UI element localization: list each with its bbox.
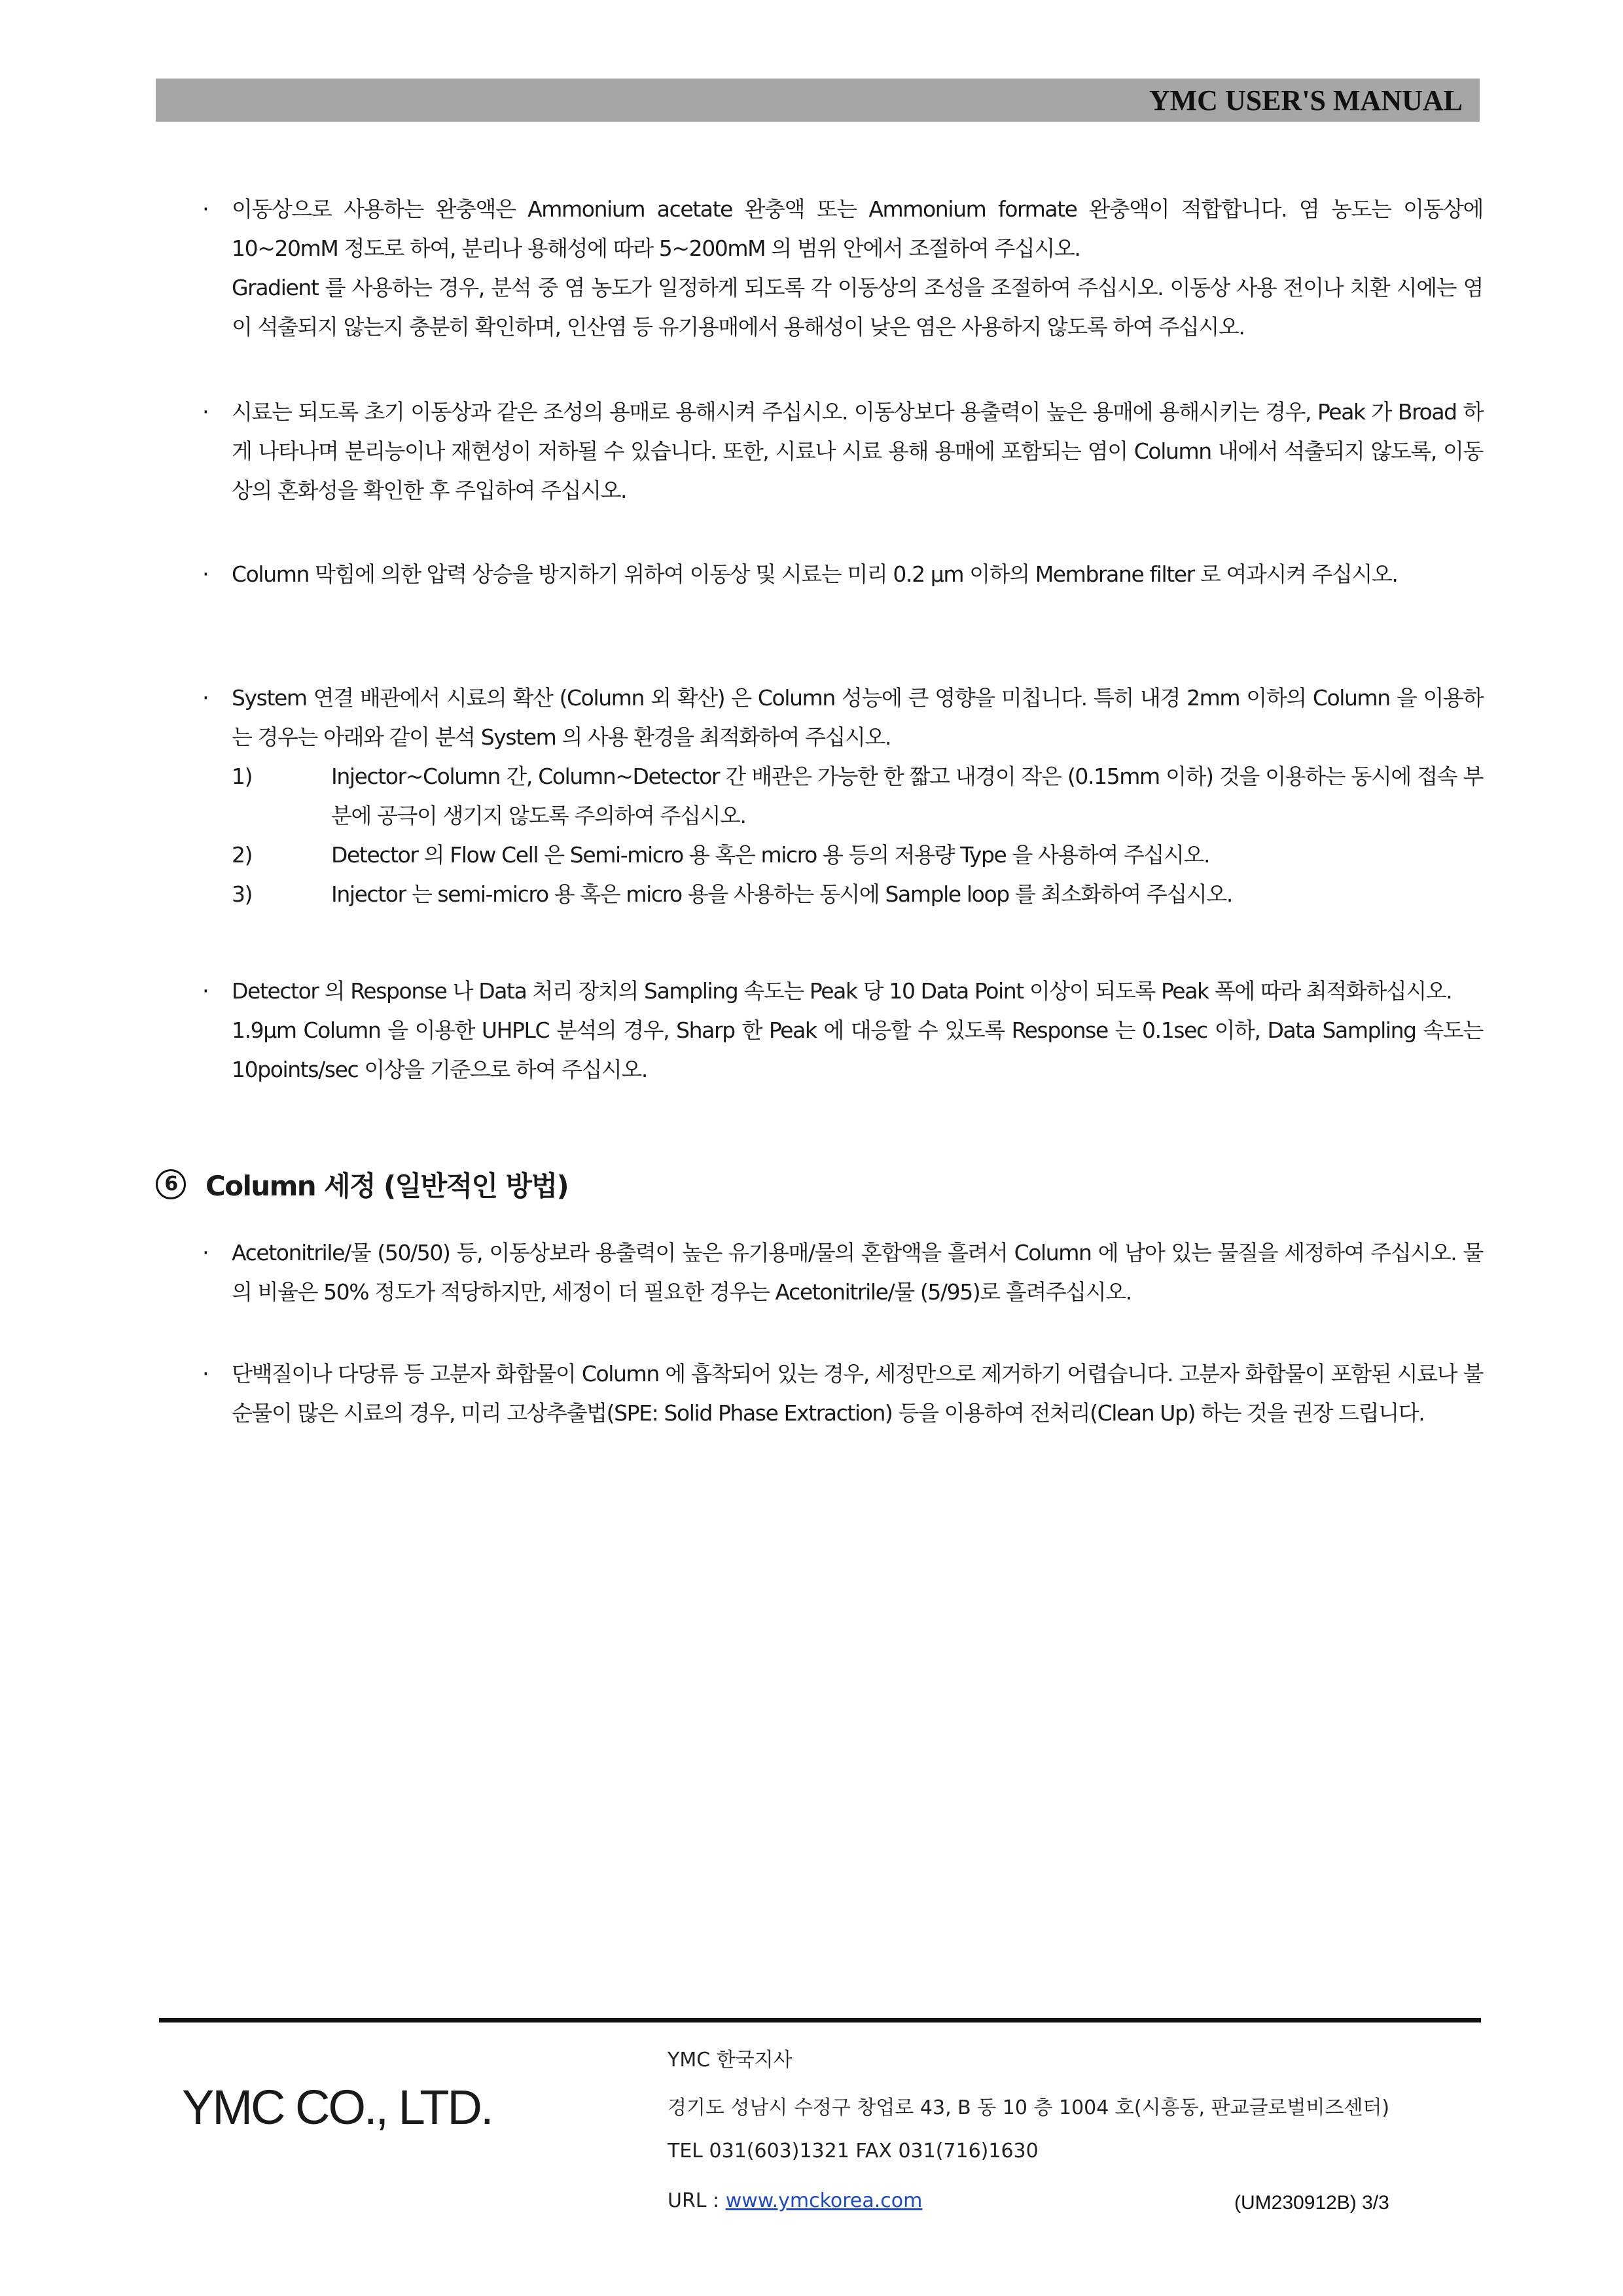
- footer-url-label: URL :: [668, 2189, 720, 2212]
- bullet-text: 단백질이나 다당류 등 고분자 화합물이 Column 에 흡착되어 있는 경우, 세정만으로 제거하기 어렵습니다. 고분자 화합물이 포함된 시료나 불순물이 많은 시료의 경우, 미리 고상추출법(SPE: Solid Phase Extraction) 등을 이용하여 전처리(Clean Up) 하는 것을 권장 드립니다.: [232, 1361, 1483, 1426]
- list-number: 2): [232, 842, 253, 868]
- document-code: (UM230912B) 3/3: [1234, 2192, 1389, 2214]
- bullet-system: [202, 679, 1483, 914]
- footer-tel-fax: TEL 031(603)1321 FAX 031(716)1630: [668, 2140, 1039, 2163]
- list-text: Injector~Column 간, Column~Detector 간 배관은 가능한 한 짧고 내경이 작은 (0.15mm 이하) 것을 이용하는 동시에 접속 부분에 공극이 생기지 않도록 주의하여 주십시오.: [331, 764, 1483, 828]
- section-number: 6: [156, 1169, 186, 1199]
- list-item: [232, 836, 1483, 875]
- footer-divider: [159, 2018, 1481, 2022]
- bullet-text: Gradient 를 사용하는 경우, 분석 중 염 농도가 일정하게 되도록 각 이동상의 조성을 조절하여 주십시오. 이동상 사용 전이나 치환 시에는 염이 석출되지 않는지 충분히 확인하며, 인산염 등 유기용매에서 용해성이 낮은 염은 사용하지 않도록 하여 주십시오.: [232, 275, 1483, 340]
- bullet-cleanup: [202, 1354, 1483, 1433]
- bullet-detector: [202, 972, 1483, 1089]
- website-link[interactable]: www.ymckorea.com: [725, 2189, 923, 2212]
- bullet-text: Acetonitrile/물 (50/50) 등, 이동상보라 용출력이 높은 유기용매/물의 혼합액을 흘려서 Column 에 남아 있는 물질을 세정하여 주십시오. 물의 비율은 50% 정도가 적당하지만, 세정이 더 필요한 경우는 Acetonitrile/물 (5/95)로 흘려주십시오.: [232, 1240, 1483, 1305]
- bullet-text: 1.9µm Column 을 이용한 UHPLC 분석의 경우, Sharp 한 Peak 에 대응할 수 있도록 Response 는 0.1sec 이하, Data Sampling 속도는 10points/sec 이상을 기준으로 하여 주십시오.: [232, 1017, 1483, 1082]
- bullet-text: Column 막힘에 의한 압력 상승을 방지하기 위하여 이동상 및 시료는 미리 0.2 µm 이하의 Membrane filter 로 여과시켜 주십시오.: [232, 561, 1398, 587]
- bullet-text: System 연결 배관에서 시료의 확산 (Column 외 확산) 은 Column 성능에 큰 영향을 미칩니다. 특히 내경 2mm 이하의 Column 을 이용하는 경우는 아래와 같이 분석 System 의 사용 환경을 최적화하여 주십시오.: [232, 685, 1483, 750]
- bullet-dot: ·: [202, 561, 209, 588]
- bullet-dot: ·: [202, 1240, 209, 1266]
- header-title: YMC USER'S MANUAL: [1149, 84, 1463, 116]
- footer-address: 경기도 성남시 수정구 창업로 43, B 동 10 층 1004 호(시흥동, 판교글로벌비즈센터): [668, 2096, 1390, 2119]
- bullet-wash: [202, 1233, 1483, 1312]
- header-bar: [156, 79, 1480, 122]
- section-title: Column 세정 (일반적인 방법): [205, 1170, 569, 1202]
- list-text: Injector 는 semi-micro 용 혹은 micro 용을 사용하는 동시에 Sample loop 를 최소화하여 주십시오.: [331, 881, 1232, 907]
- bullet-dot: ·: [202, 399, 209, 425]
- section-heading: [156, 1165, 568, 1204]
- bullet-sample: [202, 393, 1483, 510]
- bullet-text: 시료는 되도록 초기 이동상과 같은 조성의 용매로 용해시켜 주십시오. 이동상보다 용출력이 높은 용매에 용해시키는 경우, Peak 가 Broad 하게 나타나며 분리능이나 재현성이 저하될 수 있습니다. 또한, 시료나 시료 용해 용매에 포함되는 염이 Column 내에서 석출되지 않도록, 이동상의 혼화성을 확인한 후 주입하여 주십시오.: [232, 399, 1483, 503]
- numbered-list: [232, 757, 1483, 914]
- list-number: 3): [232, 881, 253, 907]
- bullet-dot: ·: [202, 196, 209, 222]
- bullet-text: 이동상으로 사용하는 완충액은 Ammonium acetate 완충액 또는 Ammonium formate 완충액이 적합합니다. 염 농도는 이동상에 10~20mM 정도로 하여, 분리나 용해성에 따라 5~200mM 의 범위 안에서 조절하여 주십시오.: [232, 196, 1483, 261]
- footer-url-row: [668, 2189, 922, 2212]
- bullet-dot: ·: [202, 978, 209, 1004]
- bullet-dot: ·: [202, 685, 209, 711]
- bullet-text: Detector 의 Response 나 Data 처리 장치의 Sampling 속도는 Peak 당 10 Data Point 이상이 되도록 Peak 폭에 따라 최적화하십시오.: [232, 978, 1452, 1004]
- bullet-buffer: [202, 190, 1483, 347]
- bullet-filter: [202, 555, 1483, 594]
- list-number: 1): [232, 764, 253, 789]
- bullet-dot: ·: [202, 1361, 209, 1387]
- list-item: [232, 875, 1483, 914]
- footer-branch: YMC 한국지사: [668, 2049, 793, 2072]
- company-logo: YMC CO., LTD.: [182, 2080, 492, 2134]
- list-text: Detector 의 Flow Cell 은 Semi-micro 용 혹은 micro 용 등의 저용량 Type 을 사용하여 주십시오.: [331, 842, 1210, 868]
- list-item: [232, 757, 1483, 836]
